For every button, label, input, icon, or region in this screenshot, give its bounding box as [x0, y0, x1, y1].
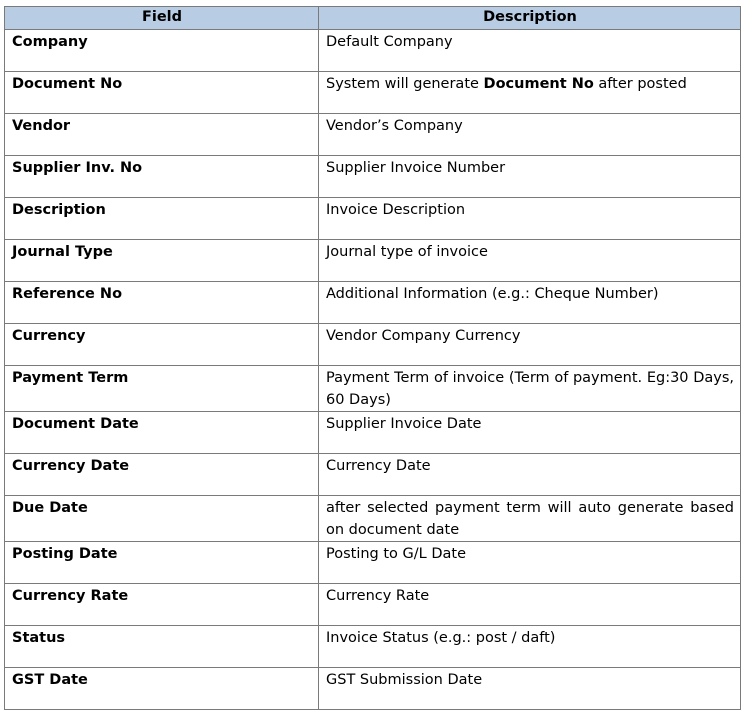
table-row — [5, 412, 741, 454]
table-row — [5, 30, 741, 72]
field-name: Payment Term — [5, 366, 319, 412]
field-name: Journal Type — [5, 240, 319, 282]
table-row — [5, 454, 741, 496]
field-name: Posting Date — [5, 542, 319, 584]
field-name: Vendor — [5, 114, 319, 156]
field-name: Supplier Inv. No — [5, 156, 319, 198]
table-row — [5, 584, 741, 626]
field-name: Document No — [5, 72, 319, 114]
field-description — [319, 30, 741, 72]
description-text: Currency Date — [326, 458, 431, 474]
field-name: Currency Rate — [5, 584, 319, 626]
table-row — [5, 366, 741, 412]
table-row — [5, 114, 741, 156]
table-row — [5, 198, 741, 240]
description-bold-text: Document No — [483, 76, 594, 92]
table-row — [5, 324, 741, 366]
table-row — [5, 496, 741, 542]
field-description — [319, 240, 741, 282]
description-text: after selected payment term will auto generate based on document date — [326, 500, 734, 538]
field-description — [319, 72, 741, 114]
description-text: Supplier Invoice Number — [326, 160, 506, 176]
description-text: Vendor Company Currency — [326, 328, 521, 344]
description-text: GST Submission Date — [326, 672, 483, 688]
table-body — [5, 30, 741, 710]
field-description — [319, 668, 741, 710]
description-text: Supplier Invoice Date — [326, 416, 482, 432]
field-name: Currency — [5, 324, 319, 366]
field-name: Due Date — [5, 496, 319, 542]
field-name: Description — [5, 198, 319, 240]
description-text: System will generate — [326, 76, 484, 92]
field-description — [319, 626, 741, 668]
field-description — [319, 496, 741, 542]
field-description — [319, 412, 741, 454]
field-description — [319, 114, 741, 156]
description-text: Posting to G/L Date — [326, 546, 467, 562]
field-description — [319, 542, 741, 584]
description-text-after: after posted — [593, 76, 687, 92]
field-name: Document Date — [5, 412, 319, 454]
table-row — [5, 668, 741, 710]
field-name: Status — [5, 626, 319, 668]
field-name: GST Date — [5, 668, 319, 710]
field-description — [319, 324, 741, 366]
description-text: Additional Information (e.g.: Cheque Number) — [326, 286, 659, 302]
table-row — [5, 282, 741, 324]
table-row — [5, 542, 741, 584]
table-row — [5, 626, 741, 668]
description-text: Vendor’s Company — [326, 118, 463, 134]
description-text: Journal type of invoice — [326, 244, 488, 260]
table-row — [5, 156, 741, 198]
description-text: Default Company — [326, 34, 453, 50]
table-header-row — [5, 7, 741, 30]
field-name: Currency Date — [5, 454, 319, 496]
field-column-header: Field — [5, 7, 319, 30]
field-description — [319, 366, 741, 412]
description-column-header: Description — [319, 7, 741, 30]
description-text: Invoice Status (e.g.: post / daft) — [326, 630, 556, 646]
field-description — [319, 584, 741, 626]
field-description — [319, 198, 741, 240]
field-name: Reference No — [5, 282, 319, 324]
description-text: Payment Term of invoice (Term of payment. Eg:30 Days, 60 Days) — [326, 370, 734, 408]
field-description-table — [4, 6, 741, 710]
field-description — [319, 454, 741, 496]
field-description — [319, 282, 741, 324]
field-description — [319, 156, 741, 198]
table-row — [5, 240, 741, 282]
table-row — [5, 72, 741, 114]
description-text: Invoice Description — [326, 202, 466, 218]
field-name: Company — [5, 30, 319, 72]
description-text: Currency Rate — [326, 588, 430, 604]
